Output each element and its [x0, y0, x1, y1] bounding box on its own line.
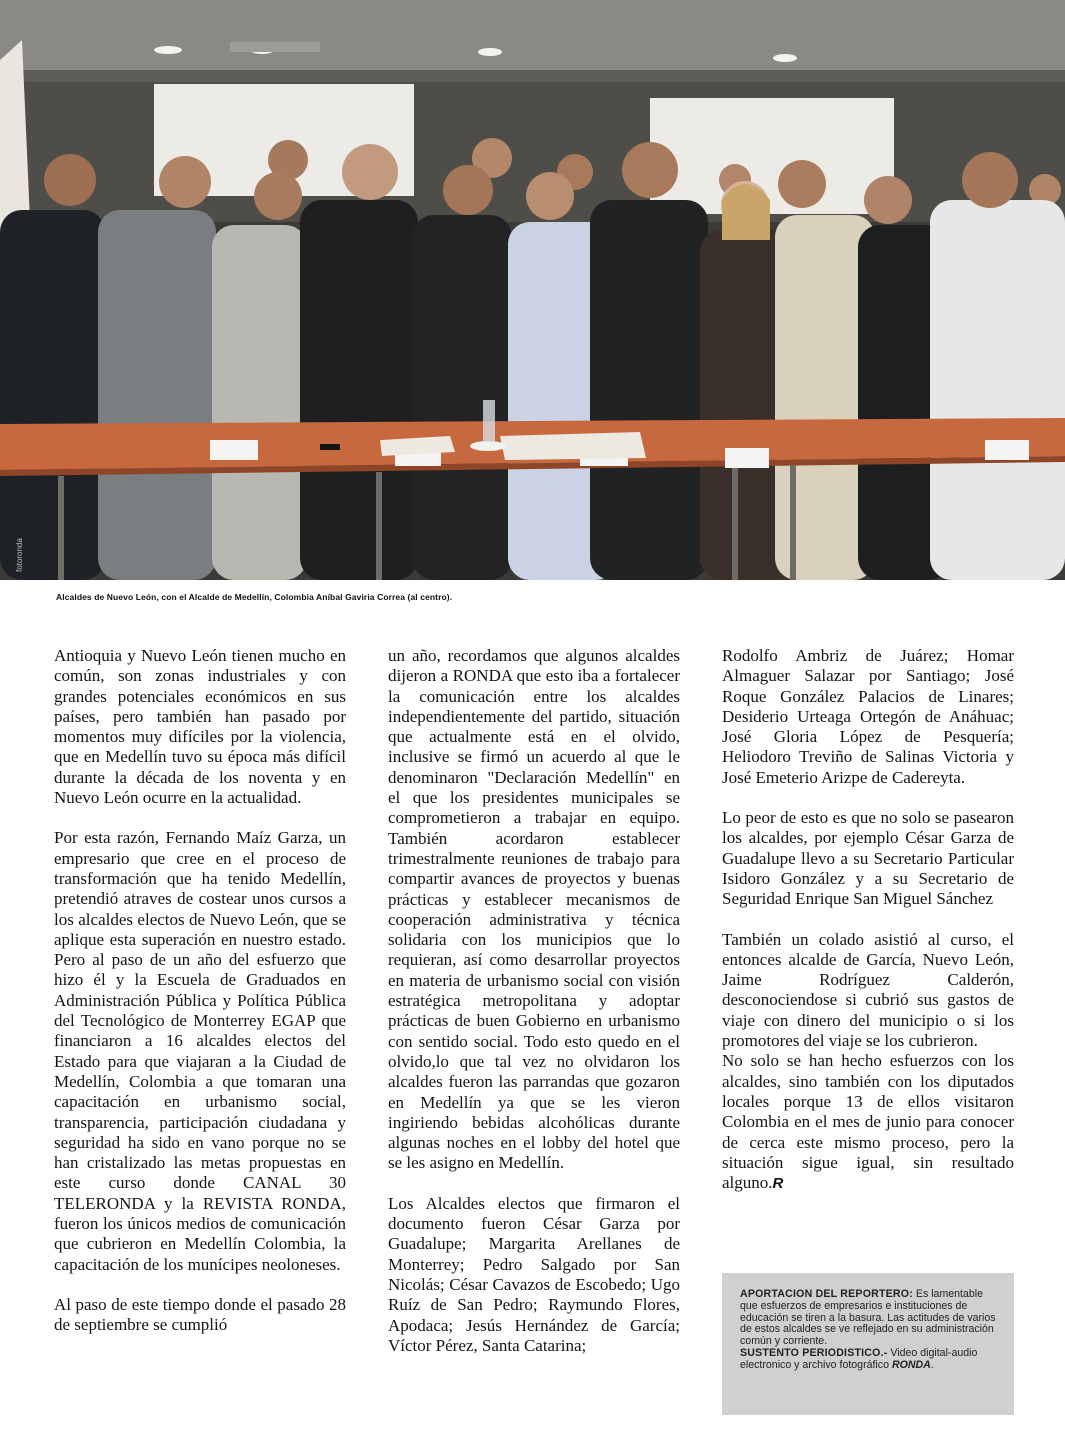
paragraph: Rodolfo Ambriz de Juárez; Homar Almaguer Salazar por Santiago; José Roque González Palacios de Linares; Desiderio Urteaga Ortegón de Anáhuac; José Gloria López de Pesquería; Heliodoro Treviño de Salinas Victoria y José Emeterio Arizpe de Cadereyta.	[722, 646, 1014, 787]
brand-suffix: .	[930, 1358, 934, 1371]
ronda-brand: RONDA	[891, 1358, 931, 1371]
paragraph: Por esta razón, Fernando Maíz Garza, un empresario que cree en el proceso de transformación que ha tenido Medellín, pretendió atraves de costear unos cursos a los alcaldes electos de Nuevo León, que se aplique esta superación en nuestro estado. Pero al paso de un año del esfuerzo que hizo él y la Escuela de Graduados en Administración Pública y Política Pública del Tecnológico de Monterrey EGAP que financiaron a 16 alcaldes electos del Estado para que viajaran a la Ciudad de Medellín, Colombia a que tomaran una capacitación en urbanismo social, transparencia, participación ciudadana y seguridad ha sido en vano porque no se han cristalizado las metas propuestas en este curso donde CANAL 30 TELERONDA y la REVISTA RONDA, fueron los únicos medios de comunicación que cubrieron en Medellín Colombia, la capacitación de los munícipes neoloneses.	[54, 828, 346, 1274]
group-photo-illustration	[0, 0, 1065, 580]
group-photo	[0, 0, 1065, 580]
projection-screen-right	[650, 98, 894, 214]
reporter-note-box	[722, 1273, 1014, 1415]
reporter-note-text: Es lamentable que esfuerzos de empresarios e instituciones de educación se tiren a la basura. Las actitudes de varios de estos alcaldes se ve reflejado en su administración común y corriente.	[740, 1288, 996, 1348]
article-column-3	[722, 646, 1014, 1194]
journalistic-support-text: Video digital-audio electronico y archivo fotográfico	[740, 1346, 978, 1371]
reporter-note-label: APORTACION DEL REPORTERO:	[740, 1288, 913, 1300]
paragraph-final	[722, 1051, 1014, 1194]
journalistic-support-label: SUSTENTO PERIODISTICO.-	[740, 1346, 888, 1359]
ronda-end-mark: R	[772, 1175, 784, 1193]
ceiling	[0, 0, 1065, 70]
paragraph: Lo peor de esto es que no solo se pasearon los alcaldes, por ejemplo César Garza de Guadalupe llevo a su Secretario Particular Isidoro González y a su Secretario de Seguridad Enrique San Miguel Sánchez	[722, 808, 1014, 909]
article-column-2	[388, 646, 680, 1356]
paragraph: Al paso de este tiempo donde el pasado 28 de septiembre se cumplió	[54, 1294, 346, 1335]
photo-watermark: fotoronda	[15, 538, 24, 572]
paragraph: un año, recordamos que algunos alcaldes dijeron a RONDA que esto iba a fortalecer la comunicación entre los alcaldes independientemente del partido, situación que actualmente está en el olvido, inclusive se firmó un acuerdo al que le denominaron "Declaración Medellín" en el que los presidentes municipales se comprometieron a trabajar en equipo. También acordaron establecer trimestralmente reuniones de trabajo para compartir avances de proyectos y buenas prácticas y establecer mecanismos de cooperación administrativa y técnica solidaria con los municipios que lo requieran, así como desarrollar proyectos en materia de urbanismo social con visión estratégica metropolitana y adoptar prácticas de buen Gobierno en urbanismo con sentido social. Todo esto quedo en el olvido,lo que tal vez no olvidaron los alcaldes fueron las parrandas que gozaron en Medellín ya que se les vieron ingiriendo bebidas alcohólicas durante algunas noches en el lobby del hotel que se les asigno en Medellín.	[388, 646, 680, 1173]
paragraph: Los Alcaldes electos que firmaron el documento fueron César Garza por Guadalupe; Margarita Arellanes de Monterrey; Pedro Salgado por San Nicolás; César Cavazos de Escobedo; Ugo Ruíz de San Pedro; Raymundo Flores, Apodaca; Jesús Hernández de García; Víctor Pérez, Santa Catarina;	[388, 1193, 680, 1355]
photo-caption: Alcaldes de Nuevo León, con el Alcalde de Medellín, Colombia Aníbal Gaviria Correa (al centro).	[56, 592, 453, 602]
paragraph: También un colado asistió al curso, el entonces alcalde de García, Nuevo León, Jaime Rodríguez Calderón, desconociendose si cubrió sus gastos de viaje con dinero del municipio o si los promotores del viaje se los cubrieron.	[722, 929, 1014, 1051]
paragraph-text: No solo se han hecho esfuerzos con los alcaldes, sino también con los diputados locales porque 13 de ellos visitaron Colombia en el mes de junio para conocer de cerca este mismo proceso, pero la situación sigue igual, sin resultado alguno.	[722, 1051, 1014, 1193]
article-column-1	[54, 646, 346, 1336]
paragraph: Antioquia y Nuevo León tienen mucho en común, son zonas industriales y con grandes potenciales económicos en sus países, pero también han pasado por momentos muy difíciles por la violencia, que en Medellín tuvo su época más difícil durante la década de los noventa y en Nuevo León ocurre en la actualidad.	[54, 646, 346, 808]
